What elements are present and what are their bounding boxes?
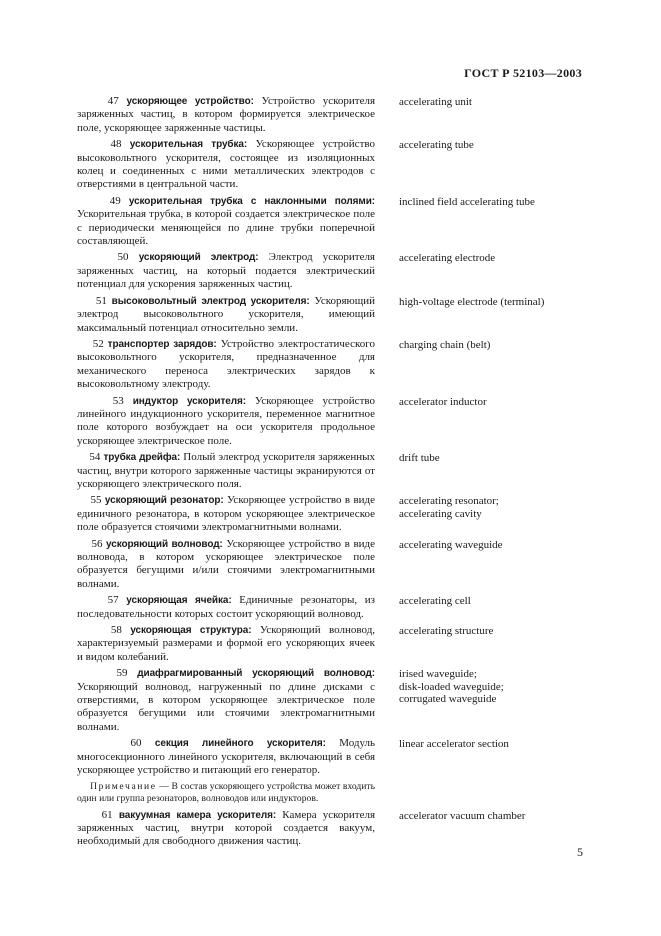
term-name: ускорительная трубка: [129,139,248,151]
term-definition-block [77,451,375,491]
term-name: ускоряющая ячейка: [126,595,232,607]
term-entry [77,538,585,592]
term-definition-block [77,538,375,592]
term-number: 52 [92,337,104,350]
term-definition: Единичные резонаторы, из последовательности которых состоит ускоряющий волновод. [77,594,376,620]
term-name: ускоряющий волновод: [106,538,223,550]
term-name: ускоряющая структура: [130,625,252,637]
term-definition-block [77,138,375,192]
english-equivalent: accelerating resonator; accelerating cavity [399,495,499,520]
term-definition: Ускоряющее устройство высоковольтного ускорителя, состоящее из изоляционных колец и соединенных с ними металлических электродов с отверстиями в центральной части. [77,138,375,191]
english-equivalent: linear accelerator section [399,738,509,751]
term-definition: Полый электрод ускорителя заряженных частиц, внутри которого заряженные частицы экранируются от ускоряющего электрического поля. [77,451,376,490]
term-definition: Ускорительная трубка, в которой создается электрическое поле с периодически меняющейся по длине трубки поперечной составляющей. [77,208,375,248]
term-entry [77,251,585,291]
english-equivalent: accelerator inductor [399,395,487,408]
english-equivalent: accelerating structure [399,625,494,638]
term-definition-block [77,809,375,849]
note [77,781,375,805]
term-definition-block [77,395,375,449]
term-entry [77,195,585,249]
term-name: трубка дрейфа: [103,452,181,464]
term-entry [77,594,585,621]
term-number: 56 [91,537,103,550]
term-definition-block [77,737,375,777]
term-entry [77,451,585,491]
note-text: — В состав ускоряющего устройства может входить один или группа резонаторов, волноводов или индукторов. [77,780,375,804]
term-name: транспортер зарядов: [107,338,217,350]
term-list [77,95,585,852]
term-definition: Модуль многосекционного линейного ускорителя, включающий в себя ускоряющее устройство и питающий его генератор. [77,737,376,777]
term-number: 51 [95,294,107,307]
term-definition-block [77,195,375,249]
english-equivalent: accelerating tube [399,139,474,152]
term-definition: Ускоряющее устройство в виде единичного резонатора, в котором ускоряющее электрическое поле образуется стоячими электромагнитными волнами. [77,494,376,534]
term-definition-block [77,95,375,135]
english-equivalent: accelerating unit [399,96,472,108]
term-entry [77,624,585,664]
term-number: 47 [107,95,119,107]
term-number: 59 [116,667,128,680]
english-equivalent: accelerating electrode [399,252,496,265]
term-number: 58 [110,624,122,637]
english-equivalent: charging chain (belt) [399,338,491,351]
english-equivalent: drift tube [399,452,440,465]
term-definition: Ускоряющее устройство в виде волновода, в котором ускоряющее электрическое поле образуется бегущими и/или стоячими электромагнитными волнами. [77,537,376,590]
term-number: 54 [89,451,101,464]
term-definition-block [77,594,375,621]
english-equivalent: accelerating cell [399,595,471,608]
term-name: индуктор ускорителя: [132,395,246,407]
term-entry [77,95,585,135]
term-entry [77,395,585,449]
term-number: 50 [117,251,129,264]
term-definition-block [77,667,375,734]
term-definition: Устройство ускорителя заряженных частиц, в котором формируется электрическое поле, ускоряющее заряженные частицы. [77,95,376,134]
term-entry [77,809,585,849]
term-number: 57 [107,594,119,607]
term-name: ускоряющее устройство: [126,96,254,107]
english-equivalent: accelerator vacuum chamber [399,809,526,822]
term-name: секция линейного ускорителя: [154,738,326,750]
term-name: высоковольтный электрод ускорителя: [111,295,310,307]
term-definition-block [77,624,375,664]
term-number: 49 [109,194,121,207]
term-number: 53 [112,394,124,407]
term-definition: Ускоряющее устройство линейного индукционного ускорителя, переменное магнитное поле которого возбуждает на оси ускорителя продольное ускоряющее электрическое поле. [77,394,375,447]
term-entry [77,667,585,734]
term-definition: Камера ускорителя заряженных частиц, внутри которой создается вакуум, необходимый для свободного движения частиц. [77,808,376,848]
term-number: 55 [90,494,102,507]
term-entry [77,338,585,392]
term-entry [77,494,585,534]
term-number: 60 [130,737,142,750]
term-entry [77,737,585,777]
page-number: 5 [577,845,583,859]
term-definition: Ускоряющий волновод, характеризуемый размерами и формой его ускоряющих ячеек и видом колебаний. [77,624,376,663]
term-definition-block [77,494,375,534]
term-definition-block [77,338,375,392]
english-equivalent: irised waveguide; disk-loaded waveguide; corrugated waveguide [399,668,504,706]
english-equivalent: high-voltage electrode (terminal) [399,295,545,308]
term-definition: Электрод ускорителя заряженных частиц, на который подается электрический потенциал для ускорения заряженных частиц. [77,251,375,291]
term-definition-block [77,295,375,335]
term-name: вакуумная камера ускорителя: [118,809,277,821]
document-header: ГОСТ Р 52103—2003 [464,66,582,80]
english-equivalent: inclined field accelerating tube [399,195,535,208]
english-equivalent: accelerating waveguide [399,538,503,551]
term-name: ускоряющий электрод: [138,252,259,264]
term-name: диафрагмированный ускоряющий волновод: [137,668,376,680]
term-definition: Ускоряющий волновод, нагруженный по длине дисками с отверстиями, в котором ускоряющее электрическое поле образуется бегущими или стоячими электромагнитными волнами. [77,680,375,733]
term-number: 48 [110,138,122,151]
term-number: 61 [101,808,113,821]
term-entry [77,295,585,335]
term-entry [77,138,585,192]
term-name: ускорительная трубка с наклонными полями: [128,195,375,207]
term-name: ускоряющий резонатор: [104,495,224,507]
note-label: Примечание [90,780,157,792]
term-definition: Устройство электростатического высоковольтного ускорителя, предназначенное для механического переноса электрических зарядов к высоковольтному электроду. [77,337,375,391]
term-definition-block [77,251,375,291]
term-definition: Ускоряющий электрод высоковольтного ускорителя, имеющий максимальный потенциал относительно земли. [77,294,376,334]
